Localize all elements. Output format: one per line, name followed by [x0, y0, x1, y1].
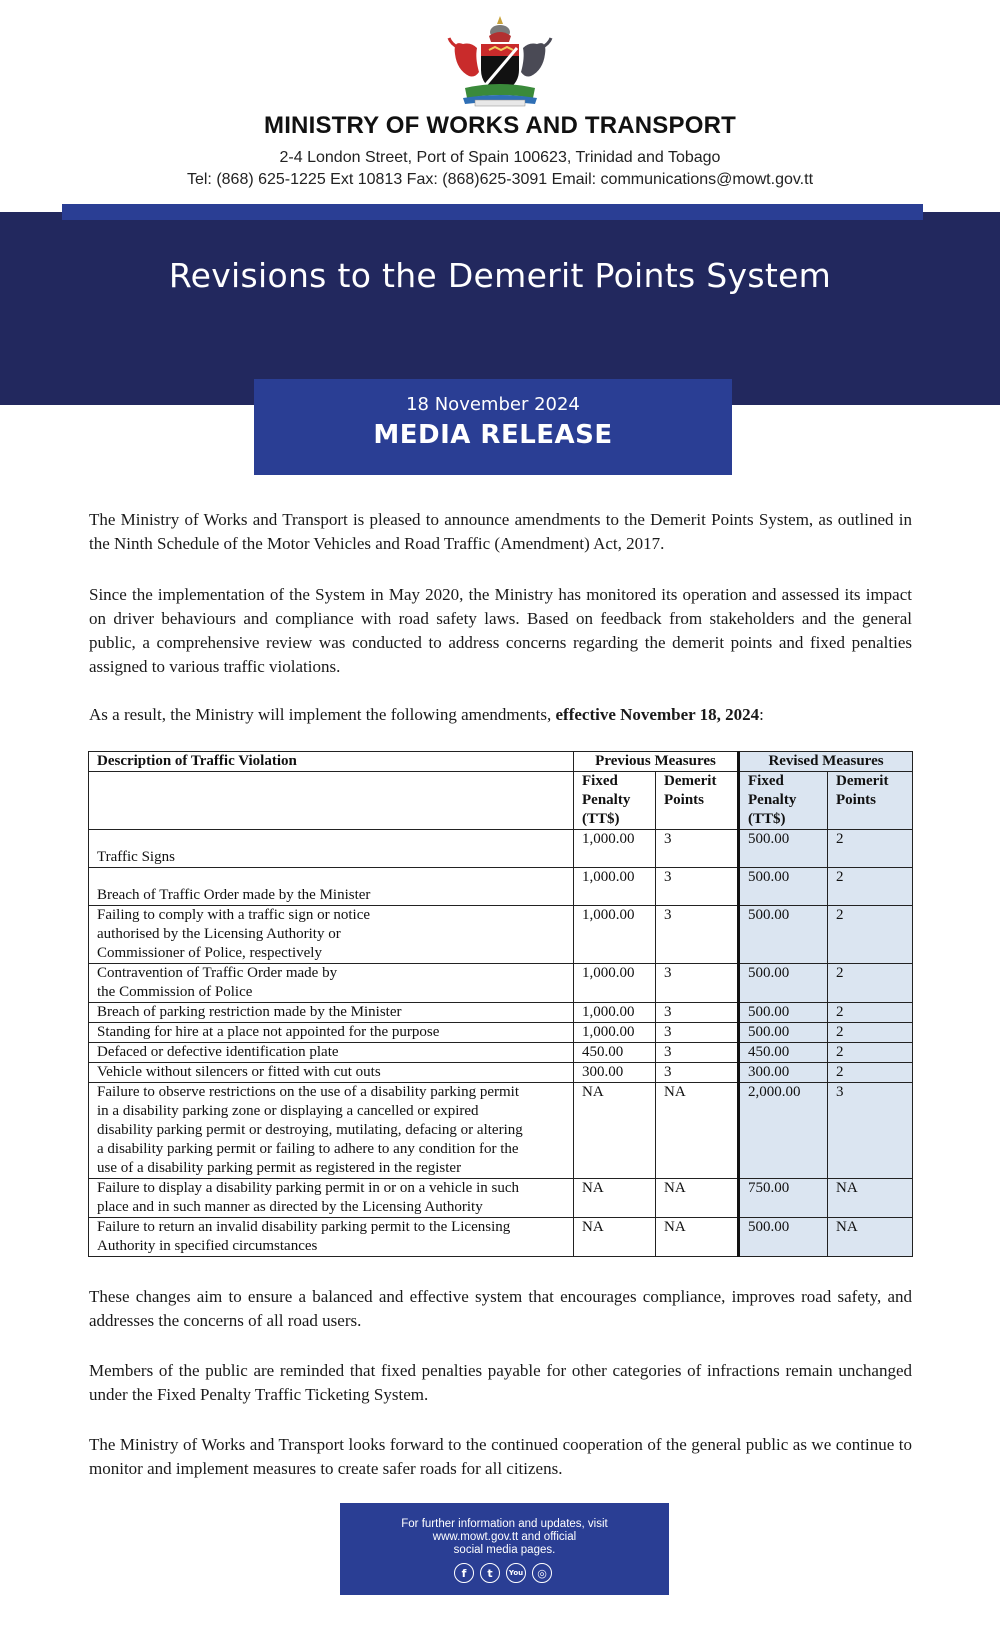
violation-description: [89, 1023, 574, 1043]
description-line: place and in such manner as directed by the Licensing Authority: [97, 1199, 483, 1215]
reminder-paragraph: Members of the public are reminded that fixed penalties payable for other categories of infractions remain unchanged under the Fixed Penalty Traffic Ticketing System.: [89, 1361, 912, 1404]
rev-fixed-penalty: 2,000.00: [739, 1083, 828, 1179]
description-line: Breach of parking restriction made by the Minister: [97, 1004, 402, 1020]
prev-fixed-penalty: 1,000.00: [574, 868, 656, 906]
ministry-name: MINISTRY OF WORKS AND TRANSPORT: [264, 112, 736, 139]
violation-description: [89, 868, 574, 906]
violation-description: [89, 830, 574, 868]
footer-line-1: For further information and updates, visit: [401, 1518, 608, 1530]
demerit-word: Demerit: [836, 773, 889, 789]
effective-colon: :: [759, 705, 764, 724]
rev-fixed-penalty: 500.00: [739, 868, 828, 906]
violation-description: [89, 1179, 574, 1218]
header-rev-fixed-penalty: [739, 772, 828, 830]
effective-date-text: effective November 18, 2024: [555, 705, 760, 724]
prev-demerit-points: 3: [656, 1003, 739, 1023]
description-line: Defaced or defective identification plate: [97, 1044, 339, 1060]
prev-demerit-points: 3: [656, 906, 739, 964]
rev-demerit-points: NA: [828, 1218, 913, 1257]
rev-fixed-penalty: 500.00: [739, 830, 828, 868]
currency-word: (TT$): [582, 811, 620, 827]
table-row: [89, 1083, 913, 1179]
description-line: Failure to return an invalid disability parking permit to the Licensing: [97, 1219, 511, 1235]
description-line: Standing for hire at a place not appointed for the purpose: [97, 1024, 440, 1040]
header-revised-measures: Revised Measures: [739, 752, 913, 772]
prev-demerit-points: NA: [656, 1179, 739, 1218]
prev-demerit-points: 3: [656, 1023, 739, 1043]
fixed-word: Fixed: [582, 773, 618, 789]
rev-fixed-penalty: 300.00: [739, 1063, 828, 1083]
rev-fixed-penalty: 500.00: [739, 1218, 828, 1257]
table-row: [89, 1063, 913, 1083]
description-line: the Commission of Police: [97, 984, 253, 1000]
twitter-icon[interactable]: t: [480, 1563, 500, 1583]
violation-description: [89, 906, 574, 964]
prev-demerit-points: 3: [656, 964, 739, 1003]
prev-fixed-penalty: 1,000.00: [574, 964, 656, 1003]
footer-website[interactable]: www.mowt.gov.tt and official: [432, 1531, 577, 1543]
table-row: [89, 906, 913, 964]
release-label: MEDIA RELEASE: [373, 420, 613, 450]
prev-fixed-penalty: 1,000.00: [574, 830, 656, 868]
prev-demerit-points: 3: [656, 830, 739, 868]
rev-fixed-penalty: 500.00: [739, 1023, 828, 1043]
demerit-table-wrapper: [88, 751, 912, 1257]
footer-info-box: [340, 1503, 669, 1595]
ministry-contact: Tel: (868) 625-1225 Ext 10813 Fax: (868)625-3091 Email: communications@mowt.gov.tt: [186, 171, 814, 188]
prev-demerit-points: 3: [656, 1043, 739, 1063]
description-line: authorised by the Licensing Authority or: [97, 926, 341, 942]
prev-demerit-points: NA: [656, 1218, 739, 1257]
penalty-word: Penalty: [582, 792, 631, 808]
header-blank-cell: [89, 772, 574, 830]
prev-fixed-penalty: NA: [574, 1218, 656, 1257]
instagram-icon[interactable]: ◎: [532, 1563, 552, 1583]
table-row: [89, 868, 913, 906]
prev-fixed-penalty: 1,000.00: [574, 1023, 656, 1043]
effective-date-paragraph: [89, 703, 912, 727]
release-date: 18 November 2024: [406, 394, 580, 415]
title-banner: [0, 212, 1000, 405]
violation-description: [89, 1218, 574, 1257]
rev-demerit-points: 2: [828, 964, 913, 1003]
header-prev-fixed-penalty: [574, 772, 656, 830]
rev-demerit-points: 2: [828, 1043, 913, 1063]
currency-word: (TT$): [748, 811, 786, 827]
description-line: Commissioner of Police, respectively: [97, 945, 322, 961]
description-line: in a disability parking zone or displaying a cancelled or expired: [97, 1103, 479, 1119]
description-line: Contravention of Traffic Order made by: [97, 965, 338, 981]
rev-demerit-points: 2: [828, 906, 913, 964]
background-paragraph: Since the implementation of the System in May 2020, the Ministry has monitored its operation and assessed its impact on driver behaviours and compliance with road safety laws. Based on feedback from stakeholders and the general public, a comprehensive review was conducted to address concerns regarding the demerit points and fixed penalties assigned to various traffic violations.: [89, 585, 912, 676]
media-release-box: [254, 379, 732, 475]
prev-fixed-penalty: NA: [574, 1083, 656, 1179]
description-line: Authority in specified circumstances: [97, 1238, 318, 1254]
table-row: [89, 1179, 913, 1218]
social-icons-row: [454, 1563, 564, 1583]
header-rev-demerit-points: [828, 772, 913, 830]
prev-fixed-penalty: 450.00: [574, 1043, 656, 1063]
table-row: [89, 1003, 913, 1023]
violation-description: [89, 1083, 574, 1179]
page-title: Revisions to the Demerit Points System: [168, 256, 832, 295]
rev-fixed-penalty: 500.00: [739, 906, 828, 964]
facebook-icon[interactable]: f: [454, 1563, 474, 1583]
rev-fixed-penalty: 500.00: [739, 964, 828, 1003]
rev-demerit-points: 2: [828, 1063, 913, 1083]
footer-line-3: social media pages.: [453, 1544, 556, 1556]
header-previous-measures: Previous Measures: [574, 752, 739, 772]
table-row: [89, 1023, 913, 1043]
rev-demerit-points: NA: [828, 1179, 913, 1218]
description-line: Breach of Traffic Order made by the Minister: [97, 887, 371, 903]
youtube-icon[interactable]: You: [506, 1563, 526, 1583]
description-line: Vehicle without silencers or fitted with cut outs: [97, 1064, 381, 1080]
prev-demerit-points: NA: [656, 1083, 739, 1179]
description-line: disability parking permit or destroying, mutilating, defacing or altering: [97, 1122, 523, 1138]
violation-description: [89, 964, 574, 1003]
rev-demerit-points: 2: [828, 868, 913, 906]
prev-fixed-penalty: 1,000.00: [574, 1003, 656, 1023]
demerit-word: Demerit: [664, 773, 717, 789]
banner-accent-stripe: [62, 204, 923, 220]
rev-demerit-points: 2: [828, 830, 913, 868]
intro-paragraph: The Ministry of Works and Transport is pleased to announce amendments to the Demerit Points System, as outlined in the Ninth Schedule of the Motor Vehicles and Road Traffic (Amendment) Act, 2017.: [89, 510, 912, 553]
rev-demerit-points: 3: [828, 1083, 913, 1179]
table-row: [89, 830, 913, 868]
violation-description: [89, 1063, 574, 1083]
violation-description: [89, 1003, 574, 1023]
description-line: a disability parking permit or failing to adhere to any condition for the: [97, 1141, 519, 1157]
points-word: Points: [664, 792, 705, 808]
table-row: [89, 964, 913, 1003]
fixed-word: Fixed: [748, 773, 784, 789]
prev-demerit-points: 3: [656, 868, 739, 906]
header-description: Description of Traffic Violation: [89, 752, 574, 772]
effective-intro-text: As a result, the Ministry will implement the following amendments,: [89, 705, 556, 724]
table-row: [89, 1218, 913, 1257]
ministry-address: 2-4 London Street, Port of Spain 100623, Trinidad and Tobago: [279, 149, 721, 166]
description-line: Failure to observe restrictions on the use of a disability parking permit: [97, 1084, 519, 1100]
description-line: Failing to comply with a traffic sign or notice: [97, 907, 371, 923]
rev-fixed-penalty: 500.00: [739, 1003, 828, 1023]
aim-paragraph: These changes aim to ensure a balanced and effective system that encourages compliance, improves road safety, and addresses the concerns of all road users.: [89, 1287, 912, 1330]
description-line: Failure to display a disability parking permit in or on a vehicle in such: [97, 1180, 519, 1196]
prev-fixed-penalty: 300.00: [574, 1063, 656, 1083]
rev-demerit-points: 2: [828, 1023, 913, 1043]
description-line: Traffic Signs: [97, 849, 175, 865]
table-row: [89, 1043, 913, 1063]
description-line: use of a disability parking permit as registered in the register: [97, 1160, 462, 1176]
violation-description: [89, 1043, 574, 1063]
table-body: [89, 830, 913, 1257]
rev-fixed-penalty: 750.00: [739, 1179, 828, 1218]
prev-fixed-penalty: 1,000.00: [574, 906, 656, 964]
penalty-word: Penalty: [748, 792, 797, 808]
prev-fixed-penalty: NA: [574, 1179, 656, 1218]
coat-of-arms-icon: [445, 14, 555, 108]
rev-demerit-points: 2: [828, 1003, 913, 1023]
closing-paragraph: The Ministry of Works and Transport looks forward to the continued cooperation of the general public as we continue to monitor and implement measures to create safer roads for all citizens.: [89, 1435, 912, 1478]
prev-demerit-points: 3: [656, 1063, 739, 1083]
demerit-points-table: [88, 751, 913, 1257]
points-word: Points: [836, 792, 877, 808]
rev-fixed-penalty: 450.00: [739, 1043, 828, 1063]
header-prev-demerit-points: [656, 772, 739, 830]
